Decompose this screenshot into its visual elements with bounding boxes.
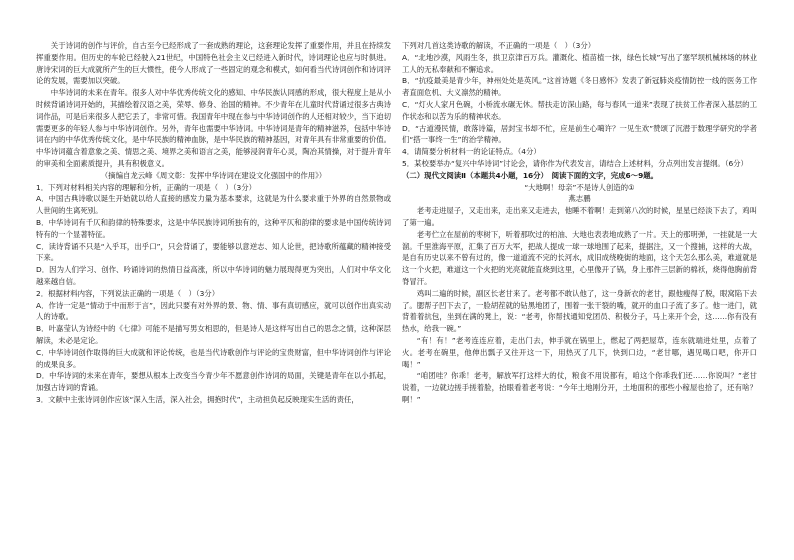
left-paragraph: B．中华诗词有千仄和韵律的特殊要求，这是中华民族诗词所独有的，这种平仄和韵律的要求是中国传统诗词特有的一个显著特征。 — [36, 217, 391, 239]
left-paragraph: 关于诗词的创作与评价，自古至今已经形成了一套成熟的理论，这套理论发挥了重要作用，并且在持续发挥重要作用。但历史的车轮已经驶入21世纪，中国特色社会主义已经进入新时代，诗词理论也应与时俱进。唐诗宋词的巨大成就所产生的巨大惯性，使今人形成了一些固定的观念和模式，如何看当代诗词创作和诗词评论的发展，需要加以突破。 — [36, 41, 391, 86]
right-paragraph: B．“抗疫最美是青少年，神州处处是英风。”这首诗题《冬日感怀》发表了新冠肺炎疫情防控一线的医务工作者直面危机、大义凛然的精神。 — [402, 76, 757, 98]
right-paragraph: （二）现代文阅读Ⅱ（本题共4小题，16分） 阅读下面的文字，完成6～9题。 — [402, 170, 658, 180]
left-paragraph: A．作诗一定是“情动于中而形于言”，因此只要有对外界的景、物、情、事有真切感应，就可以创作出真实动人的诗歌。 — [36, 300, 391, 322]
left-paragraph: （摘编自龙云峰《周文彰：发挥中华诗词在建设文化强国中的作用》） — [100, 170, 327, 180]
right-paragraph: 鸡叫二遍的时候，副区长老甘来了。老考都不敢认他了，这一身新衣的老甘，跟他瘦得了脱，眼窝陷下去了。腮帮子凹下去了，一脸胡茬就的钻黑地团了，围着一张干裂的嘴，就开的血口子流了多了。他一进门，就背着着抗包，坐到在满的凳上，说：“老考，你帮找通知党团员、积极分子，马上来开个会，这……你有没有热水，给我一碗。” — [402, 288, 757, 334]
left-paragraph: 2．根据材料内容，下列说法正确的一项是（ ）（3分） — [36, 288, 220, 298]
left-paragraph: 1．下列对材料相关内容的理解和分析，正确的一项是（ ）（3分） — [36, 182, 257, 192]
left-paragraph: 中华诗词的未来在青年。很多人对中华优秀传统文化的感知、中华民族认同感的形成，很大程度上是从小时候背诵诗词开始的，其描绘着汉语之美，荣辱、修身、治国的精神。不少青年在儿童时代背诵过很多古典诗词作品，可是后来很多人把它丢了，非常可惜。我国青年中现在参与中华诗词创作的人还相对较少，当下迫切需要更多的年轻人参与中华诗词创作。另外，青年也需要中华诗词。中华诗词是青年的精神滋养，包括中华诗词在内的中华优秀传统文化，是中华民族的精神血脉，是中华民族的精神基因，对青年具有非常重要的价值。中华诗词蕴含着意象之美、情思之美、境界之美和语言之美，能够浸润青年心灵，陶冶其情操，对于提升青年的审美和全面素质提升，具有积极意义。 — [36, 88, 391, 168]
right-paragraph: “咱团哇？你乖！老考，解放军打这样大的仗，粮食不用说都有，咱这个你乖我们还……你说叫？”老甘说着，一边就边搓手搓着脸，抬眼看着老考说：“今年土地刚分开，土地面积的那些小稼屋也拾了，还有啥？啊！” — [402, 371, 757, 404]
right-paragraph: A．“北地沙漠，风雨生冬，拱卫京津百万兵。灌溉化、植苗植一抹，绿色长城”写出了塞罕坝机械林场的林业工人的无私奉献和不懈追求。 — [402, 52, 757, 74]
right-paragraph: C．“灯火人家月色碗，小桥流水碾无休。帮扶走访深山路，每与春风一道来”表现了扶贫工作者深入基层的工作状态和以苦为乐的精神状态。 — [402, 99, 757, 121]
left-paragraph: C．中华诗词创作取得的巨大成就和评论传统，也是当代诗歌创作与评论的宝贵财富，但中华诗词创作与评论的成果良多。 — [36, 347, 391, 369]
left-paragraph: D．因为人们学习、创作、吟诵诗词的热情日益高涨，所以中华诗词的魅力展现得更为突出，人们对中华文化越来越自信。 — [36, 265, 391, 286]
left-paragraph: B．叶嘉莹认为诗经中的《七律》可能不是描写男女相思的，但是诗人是这样写出自己的思念之情，这种深层解读，未必是定论。 — [36, 324, 391, 345]
left-paragraph: D．中华诗词的未来在青年，要想从根本上改变当今青少年不愿意创作诗词的局面，关键是青年在以小抓起，加强古诗词的背诵。 — [36, 371, 391, 393]
left-column — [36, 40, 391, 406]
right-paragraph: “大地啊！母亲”不是诗人创造的① — [524, 182, 635, 192]
right-paragraph: D．“古道漫民情，敢落诗篇，居封宝书却不忙，应是前生心噶许？一见生欢”赞颂了沉潜于数理学研究的学者们“搭一事终一生”的治学精神。 — [402, 123, 757, 145]
right-column — [402, 40, 757, 406]
right-paragraph: 老考伫立在屋前的枣树下，听着那吹过的柏油、大地也表表地成熟了一片。天上的那明弹，一挂就是一大溜。千里淮海平原，汇集了百万大军，把战人提成一球一球地围了起来，提据注，又一个搜捕，这样的大战，是自有历史以来不曾有过的，像一道道流不完的长河水，成旧成绕晚街的地面，这个天怎么那么美，难道就是这一个火把，难道这一个火把的光亮就能直烧到这里，心里像开了锅，身上那件三层新的棉袄，烧得他胸前背脊冒汗。 — [402, 229, 757, 286]
left-paragraph: 3．文献中主张诗词创作应该“深入生活，深入社会，拥抱时代”，主动担负起反映现实生活的责任， — [36, 394, 359, 404]
left-paragraph: C．读诗背诵不只是“入乎耳，出乎口”，只会背诵了，要能够以意逆志、知人论世，把诗歌所蕴藏的精神接受下来。 — [36, 241, 391, 263]
right-paragraph: 5．某校要举办“复兴中华诗词”讨论会，请你作为代表发言，请结合上述材料，分点列出发言提纲。（6分） — [402, 158, 748, 168]
left-paragraph: A．中国古典诗歌以诞生开始就以给人直接的感发力量为基本要求，这就是为什么要求重于外界的自然景物或人世间的生离死别。 — [36, 194, 391, 216]
right-paragraph: 下列对几首这类诗歌的解读，不正确的一项是（ ）（3分） — [402, 41, 596, 50]
right-paragraph: “有！有！”老考连连应着，走出门去，伸手就在锅里上，燃起了两把屋草，连东就端进灶里，点着了火。老考在碗里，他伸出瓢子又往开这一下，用热灭了几下，快到口边，“老甘哪，遇见喝口吧，你开口喝！” — [402, 335, 757, 369]
right-paragraph: 老考走进屋子，又走出来，走出来又走进去，他睡不着啊！走到第八次的时候，星星已经淡下去了，鸡叫了第一遍。 — [402, 206, 757, 227]
right-paragraph: 燕志鹏 — [568, 194, 591, 204]
right-paragraph: 4．请简要分析材料一的论证特点。（4分） — [402, 147, 541, 157]
